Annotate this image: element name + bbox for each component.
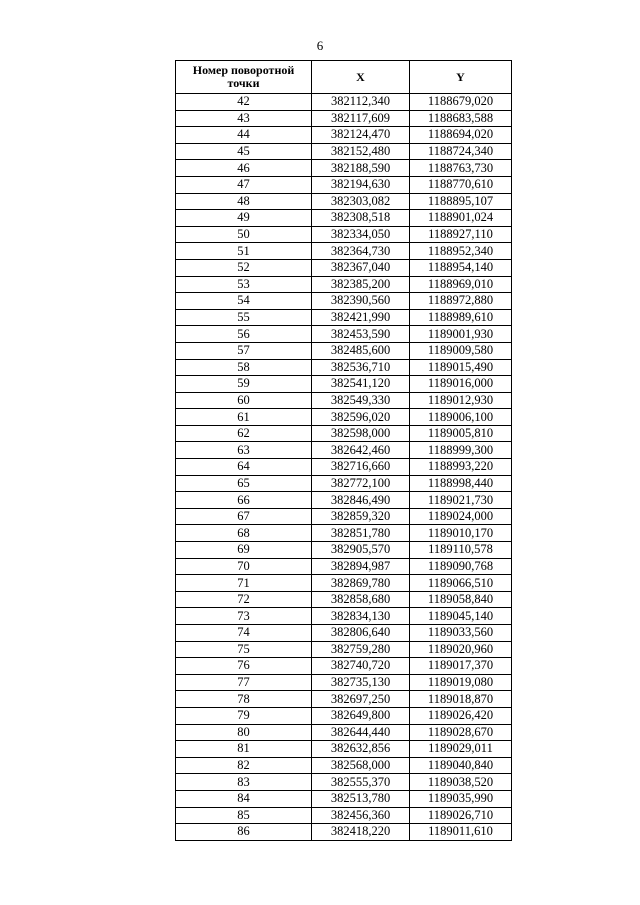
cell-point-number: 72 (176, 591, 312, 608)
cell-y: 1188952,340 (410, 243, 512, 260)
cell-x: 382697,250 (312, 691, 410, 708)
table-row (176, 160, 512, 177)
cell-x: 382759,280 (312, 641, 410, 658)
cell-point-number: 86 (176, 824, 312, 841)
table-row (176, 558, 512, 575)
table-row (176, 425, 512, 442)
cell-point-number: 58 (176, 359, 312, 376)
cell-x: 382112,340 (312, 94, 410, 111)
cell-point-number: 81 (176, 741, 312, 758)
cell-point-number: 59 (176, 376, 312, 393)
cell-x: 382735,130 (312, 674, 410, 691)
cell-y: 1188927,110 (410, 226, 512, 243)
cell-point-number: 61 (176, 409, 312, 426)
table-row (176, 409, 512, 426)
cell-x: 382485,600 (312, 342, 410, 359)
cell-y: 1189010,170 (410, 525, 512, 542)
table-row (176, 226, 512, 243)
cell-y: 1188954,140 (410, 259, 512, 276)
table-row (176, 757, 512, 774)
cell-point-number: 70 (176, 558, 312, 575)
table-row (176, 774, 512, 791)
cell-y: 1189017,370 (410, 658, 512, 675)
cell-y: 1189006,100 (410, 409, 512, 426)
table-row (176, 259, 512, 276)
table-row (176, 625, 512, 642)
cell-y: 1189016,000 (410, 376, 512, 393)
cell-x: 382421,990 (312, 309, 410, 326)
table-row (176, 392, 512, 409)
cell-point-number: 44 (176, 127, 312, 144)
cell-y: 1188694,020 (410, 127, 512, 144)
cell-point-number: 56 (176, 326, 312, 343)
cell-x: 382513,780 (312, 790, 410, 807)
cell-point-number: 42 (176, 94, 312, 111)
cell-y: 1189012,930 (410, 392, 512, 409)
table-row (176, 658, 512, 675)
cell-y: 1188969,010 (410, 276, 512, 293)
cell-y: 1189090,768 (410, 558, 512, 575)
cell-x: 382598,000 (312, 425, 410, 442)
cell-y: 1188901,024 (410, 210, 512, 227)
cell-x: 382390,560 (312, 293, 410, 310)
cell-x: 382644,440 (312, 724, 410, 741)
header-row (176, 61, 512, 94)
cell-point-number: 74 (176, 625, 312, 642)
table-header (176, 61, 512, 94)
cell-point-number: 53 (176, 276, 312, 293)
cell-point-number: 48 (176, 193, 312, 210)
table-row (176, 359, 512, 376)
cell-y: 1189035,990 (410, 790, 512, 807)
cell-y: 1189021,730 (410, 492, 512, 509)
header-y: Y (410, 61, 512, 94)
cell-x: 382869,780 (312, 575, 410, 592)
cell-x: 382846,490 (312, 492, 410, 509)
table-row (176, 442, 512, 459)
table-row (176, 691, 512, 708)
table-row (176, 376, 512, 393)
cell-point-number: 77 (176, 674, 312, 691)
page-number: 6 (316, 38, 324, 53)
table-row (176, 575, 512, 592)
cell-x: 382859,320 (312, 508, 410, 525)
table-row (176, 243, 512, 260)
cell-y: 1188683,588 (410, 110, 512, 127)
table-row (176, 741, 512, 758)
cell-y: 1189009,580 (410, 342, 512, 359)
cell-point-number: 65 (176, 475, 312, 492)
table-body (176, 94, 512, 841)
cell-x: 382334,050 (312, 226, 410, 243)
cell-point-number: 60 (176, 392, 312, 409)
coordinates-table (175, 60, 512, 841)
table-row (176, 492, 512, 509)
cell-x: 382834,130 (312, 608, 410, 625)
header-point-number: Номер поворотной точки (176, 61, 312, 94)
cell-y: 1189029,011 (410, 741, 512, 758)
cell-point-number: 79 (176, 707, 312, 724)
cell-x: 382806,640 (312, 625, 410, 642)
table-row (176, 508, 512, 525)
cell-point-number: 76 (176, 658, 312, 675)
cell-y: 1189005,810 (410, 425, 512, 442)
cell-y: 1189024,000 (410, 508, 512, 525)
table-row (176, 591, 512, 608)
cell-point-number: 69 (176, 542, 312, 559)
table-row (176, 326, 512, 343)
cell-y: 1188989,610 (410, 309, 512, 326)
cell-point-number: 83 (176, 774, 312, 791)
cell-y: 1188998,440 (410, 475, 512, 492)
table-row (176, 276, 512, 293)
cell-y: 1189001,930 (410, 326, 512, 343)
cell-point-number: 52 (176, 259, 312, 276)
cell-x: 382536,710 (312, 359, 410, 376)
cell-point-number: 47 (176, 176, 312, 193)
header-x: X (312, 61, 410, 94)
cell-y: 1189045,140 (410, 608, 512, 625)
cell-y: 1188724,340 (410, 143, 512, 160)
cell-point-number: 67 (176, 508, 312, 525)
cell-x: 382905,570 (312, 542, 410, 559)
cell-x: 382364,730 (312, 243, 410, 260)
cell-x: 382418,220 (312, 824, 410, 841)
table-row (176, 707, 512, 724)
cell-point-number: 55 (176, 309, 312, 326)
cell-y: 1189011,610 (410, 824, 512, 841)
cell-x: 382124,470 (312, 127, 410, 144)
table-row (176, 127, 512, 144)
cell-y: 1189110,578 (410, 542, 512, 559)
cell-y: 1189015,490 (410, 359, 512, 376)
cell-x: 382649,800 (312, 707, 410, 724)
cell-x: 382453,590 (312, 326, 410, 343)
cell-x: 382308,518 (312, 210, 410, 227)
cell-y: 1189026,710 (410, 807, 512, 824)
cell-y: 1188999,300 (410, 442, 512, 459)
table-row (176, 342, 512, 359)
cell-y: 1188763,730 (410, 160, 512, 177)
cell-x: 382385,200 (312, 276, 410, 293)
cell-y: 1188972,880 (410, 293, 512, 310)
cell-point-number: 62 (176, 425, 312, 442)
cell-point-number: 50 (176, 226, 312, 243)
cell-point-number: 66 (176, 492, 312, 509)
cell-x: 382858,680 (312, 591, 410, 608)
cell-point-number: 49 (176, 210, 312, 227)
cell-x: 382367,040 (312, 259, 410, 276)
cell-y: 1188895,107 (410, 193, 512, 210)
cell-point-number: 43 (176, 110, 312, 127)
cell-point-number: 54 (176, 293, 312, 310)
table-row (176, 176, 512, 193)
table-row (176, 525, 512, 542)
cell-x: 382194,630 (312, 176, 410, 193)
cell-x: 382117,609 (312, 110, 410, 127)
table-row (176, 724, 512, 741)
cell-y: 1189040,840 (410, 757, 512, 774)
cell-x: 382894,987 (312, 558, 410, 575)
cell-point-number: 63 (176, 442, 312, 459)
cell-point-number: 45 (176, 143, 312, 160)
table-row (176, 210, 512, 227)
table-row (176, 807, 512, 824)
cell-x: 382596,020 (312, 409, 410, 426)
table-row (176, 193, 512, 210)
cell-x: 382541,120 (312, 376, 410, 393)
cell-point-number: 46 (176, 160, 312, 177)
table-row (176, 641, 512, 658)
table-row (176, 475, 512, 492)
cell-point-number: 57 (176, 342, 312, 359)
table-row (176, 293, 512, 310)
cell-x: 382555,370 (312, 774, 410, 791)
table-row (176, 143, 512, 160)
table-row (176, 459, 512, 476)
cell-point-number: 51 (176, 243, 312, 260)
cell-y: 1189028,670 (410, 724, 512, 741)
table-row (176, 824, 512, 841)
cell-x: 382303,082 (312, 193, 410, 210)
cell-point-number: 78 (176, 691, 312, 708)
cell-x: 382772,100 (312, 475, 410, 492)
cell-point-number: 75 (176, 641, 312, 658)
cell-x: 382716,660 (312, 459, 410, 476)
cell-point-number: 68 (176, 525, 312, 542)
cell-y: 1189033,560 (410, 625, 512, 642)
cell-point-number: 85 (176, 807, 312, 824)
cell-point-number: 73 (176, 608, 312, 625)
cell-point-number: 82 (176, 757, 312, 774)
table-row (176, 309, 512, 326)
cell-y: 1189038,520 (410, 774, 512, 791)
cell-x: 382188,590 (312, 160, 410, 177)
cell-point-number: 84 (176, 790, 312, 807)
cell-y: 1189020,960 (410, 641, 512, 658)
cell-point-number: 71 (176, 575, 312, 592)
cell-x: 382642,460 (312, 442, 410, 459)
cell-y: 1189058,840 (410, 591, 512, 608)
cell-x: 382851,780 (312, 525, 410, 542)
cell-x: 382456,360 (312, 807, 410, 824)
table-row (176, 790, 512, 807)
table-row (176, 674, 512, 691)
cell-point-number: 80 (176, 724, 312, 741)
cell-y: 1188770,610 (410, 176, 512, 193)
cell-y: 1188993,220 (410, 459, 512, 476)
cell-y: 1189026,420 (410, 707, 512, 724)
table-row (176, 542, 512, 559)
cell-x: 382549,330 (312, 392, 410, 409)
table-row (176, 110, 512, 127)
cell-point-number: 64 (176, 459, 312, 476)
table-row (176, 94, 512, 111)
cell-y: 1189018,870 (410, 691, 512, 708)
cell-y: 1189019,080 (410, 674, 512, 691)
cell-x: 382740,720 (312, 658, 410, 675)
cell-x: 382152,480 (312, 143, 410, 160)
cell-x: 382632,856 (312, 741, 410, 758)
table-row (176, 608, 512, 625)
cell-y: 1188679,020 (410, 94, 512, 111)
cell-x: 382568,000 (312, 757, 410, 774)
cell-y: 1189066,510 (410, 575, 512, 592)
